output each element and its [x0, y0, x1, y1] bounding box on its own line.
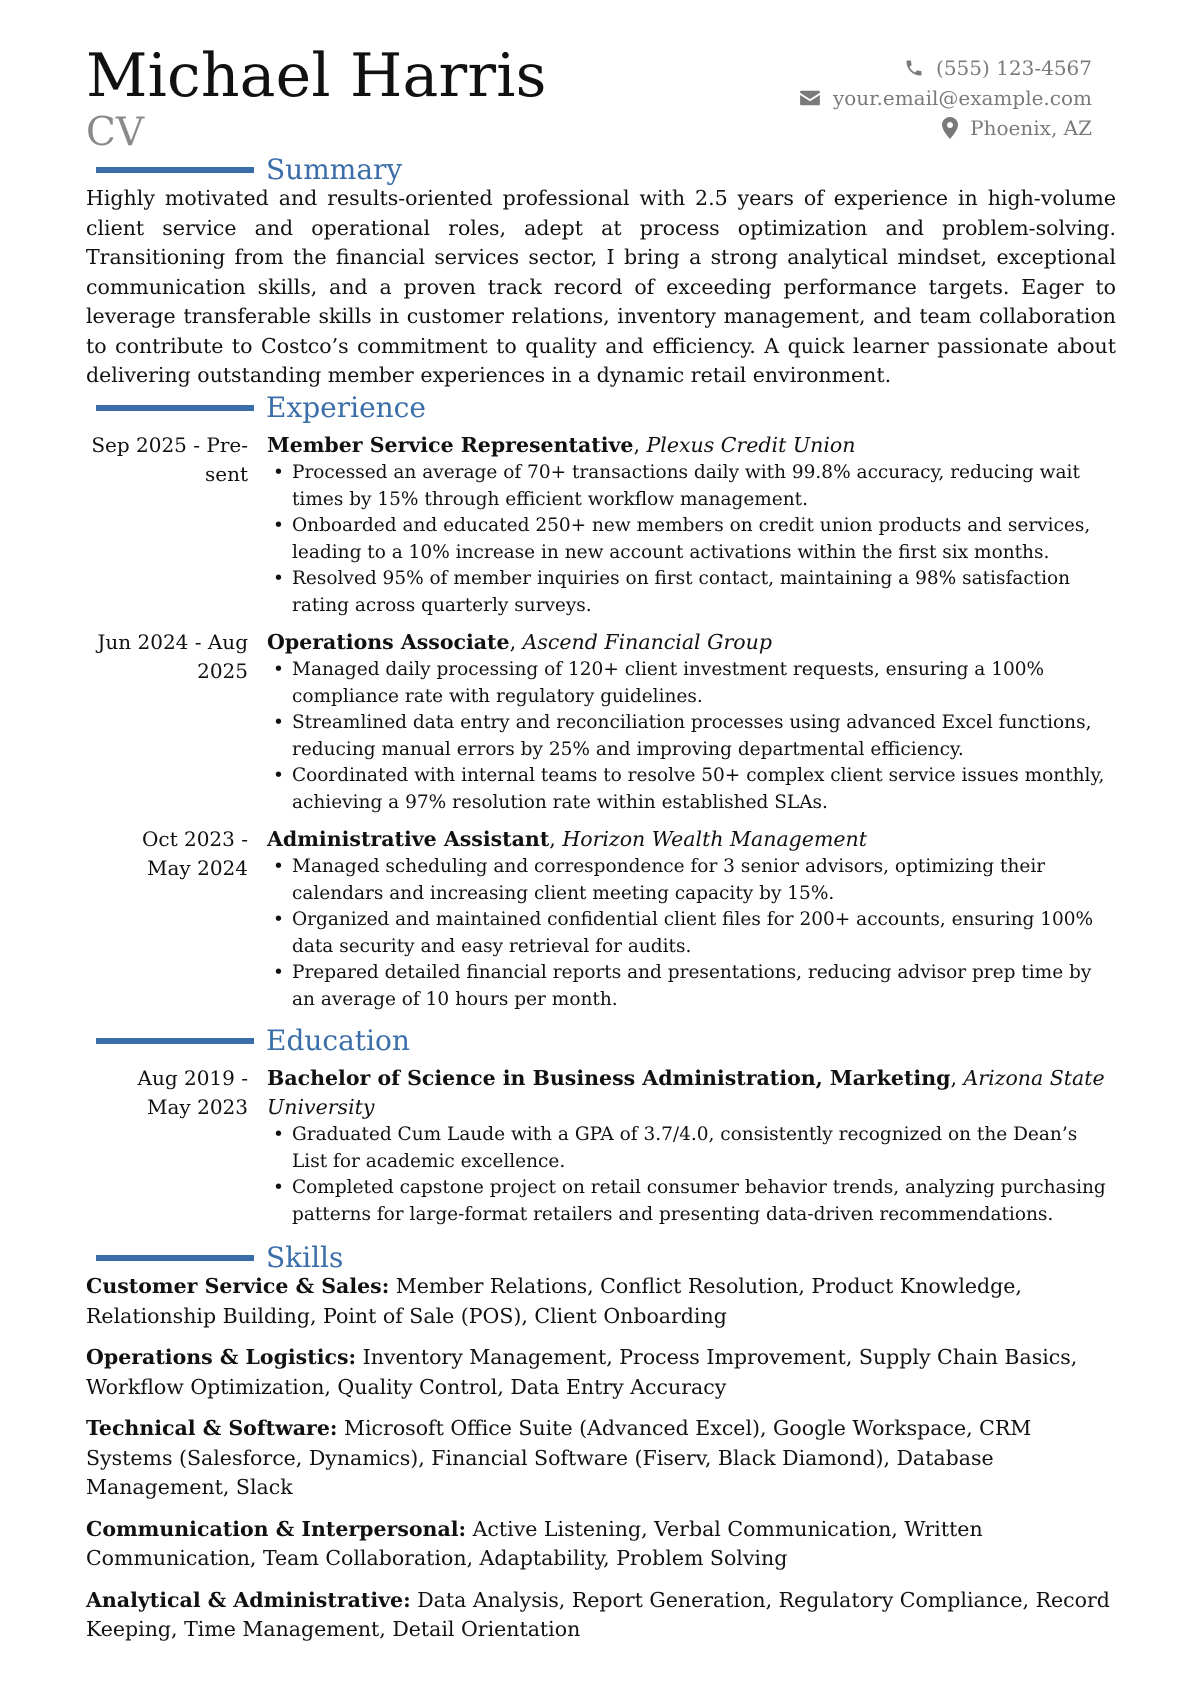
education-entry: [86, 1064, 1116, 1228]
entry-heading: Operations Associate, Ascend Financial Group: [267, 630, 772, 654]
bullet-item: • Resolved 95% of member inquiries on first contact, maintaining a 98% satisfaction rating across quarterly surveys.: [267, 566, 1116, 619]
job-title: Member Service Representative: [267, 433, 634, 457]
job-title: Operations Associate: [267, 630, 510, 654]
skill-group: [86, 1414, 1116, 1503]
skill-category: Technical & Software:: [86, 1416, 338, 1440]
skill-items: Data Analysis, Report Generation, Regulatory Compliance, Record Keeping, Time Management, Detail Orientation: [86, 1587, 1110, 1641]
section-title: Skills: [266, 1241, 344, 1274]
employer: Plexus Credit Union: [646, 433, 856, 457]
skill-category: Communication & Interpersonal:: [86, 1516, 467, 1541]
phone-text[interactable]: (555) 123-4567: [936, 56, 1092, 80]
bullet-item: • Processed an average of 70+ transactions daily with 99.8% accuracy, reducing wait times by 15% through efficient workflow management.: [267, 460, 1116, 513]
skill-group: [86, 1515, 1116, 1574]
date-line: Oct 2023 -: [141, 827, 248, 851]
section-accent-bar: [96, 405, 254, 411]
phone-icon: [904, 58, 924, 78]
entry-date: [86, 431, 248, 489]
employer: Ascend Financial Group: [522, 630, 772, 654]
contact-location: [799, 113, 1092, 143]
skill-items: Active Listening, Verbal Communication, Written Communication, Team Collaboration, Adaptability, Problem Solving: [86, 1516, 983, 1570]
email-link[interactable]: your.email@example.com: [832, 86, 1092, 110]
bullet-list: [267, 657, 1116, 816]
experience-entry: [86, 628, 1116, 816]
document-subtitle: CV: [86, 110, 145, 155]
section-title: Experience: [266, 391, 426, 424]
date-line: sent: [204, 462, 248, 486]
section-title: Summary: [266, 153, 403, 186]
section-experience-header: [96, 390, 426, 426]
contact-email: [799, 83, 1092, 113]
date-line: May 2023: [147, 1095, 248, 1119]
bullet-item: • Completed capstone project on retail consumer behavior trends, analyzing purchasing patterns for large-format retailers and presenting data-driven recommendations.: [267, 1175, 1116, 1228]
date-line: May 2024: [147, 856, 248, 880]
envelope-icon: [799, 89, 821, 107]
map-pin-icon: [942, 117, 958, 139]
date-line: Jun 2024 - Aug: [97, 630, 248, 654]
degree-title: Bachelor of Science in Business Administration, Marketing: [267, 1066, 951, 1090]
section-title: Education: [266, 1024, 410, 1057]
skill-group: [86, 1586, 1116, 1645]
entry-heading: Member Service Representative, Plexus Credit Union: [267, 433, 856, 457]
contact-block: [799, 53, 1092, 143]
skill-items: Inventory Management, Process Improvement, Supply Chain Basics, Workflow Optimization, Quality Control, Data Entry Accuracy: [86, 1345, 1078, 1399]
skill-category: Operations & Logistics:: [86, 1345, 357, 1369]
job-title: Administrative Assistant: [267, 827, 550, 851]
skill-group: [86, 1343, 1116, 1402]
skill-category: Customer Service & Sales:: [86, 1274, 390, 1298]
entry-date: [86, 825, 248, 883]
candidate-name: Michael Harris: [86, 41, 547, 111]
bullet-list: [267, 854, 1116, 1013]
experience-entry: [86, 825, 1116, 1013]
entry-heading: Administrative Assistant, Horizon Wealth Management: [267, 827, 867, 851]
section-accent-bar: [96, 1038, 254, 1044]
bullet-item: • Coordinated with internal teams to resolve 50+ complex client service issues monthly, achieving a 97% resolution rate within established SLAs.: [267, 763, 1116, 816]
bullet-item: • Onboarded and educated 250+ new members on credit union products and services, leading to a 10% increase in new account activations within the first six months.: [267, 513, 1116, 566]
experience-entry: [86, 431, 1116, 619]
bullet-item: • Prepared detailed financial reports and presentations, reducing advisor prep time by an average of 10 hours per month.: [267, 960, 1116, 1013]
date-line: 2025: [197, 659, 248, 683]
section-education-header: [96, 1023, 410, 1059]
date-line: Sep 2025 - Pre-: [91, 433, 248, 457]
entry-heading: Bachelor of Science in Business Administration, Marketing, Arizona State University: [267, 1066, 1105, 1119]
location-text: Phoenix, AZ: [970, 116, 1092, 140]
date-line: Aug 2019 -: [137, 1066, 248, 1090]
skills-list: [86, 1272, 1116, 1657]
section-skills-header: [96, 1240, 343, 1276]
skill-group: [86, 1272, 1116, 1331]
entry-date: [86, 628, 248, 686]
contact-phone: [799, 53, 1092, 83]
section-accent-bar: [96, 1255, 254, 1261]
section-summary-header: [96, 152, 402, 188]
bullet-item: • Managed daily processing of 120+ client investment requests, ensuring a 100% compliance rate with regulatory guidelines.: [267, 657, 1116, 710]
entry-date: [86, 1064, 248, 1122]
summary-paragraph: Highly motivated and results-oriented professional with 2.5 years of experience in high-volume client service and operational roles, adept at process optimization and problem-solving. Transitioning from the financial services sector, I bring a strong analytical mindset, exceptional communication skills, and a proven track record of exceeding performance targets. Eager to leverage transferable skills in customer relations, inventory management, and team collaboration to contribute to Costco’s commitment to quality and efficiency. A quick learner passionate about delivering outstanding member experiences in a dynamic retail environment.: [86, 186, 1116, 387]
skill-items: Member Relations, Conflict Resolution, Product Knowledge, Relationship Building, Point of Sale (POS), Client Onboarding: [86, 1274, 1022, 1328]
bullet-item: • Organized and maintained confidential client files for 200+ accounts, ensuring 100% data security and easy retrieval for audits.: [267, 907, 1116, 960]
skill-category: Analytical & Administrative:: [86, 1587, 411, 1612]
bullet-item: • Managed scheduling and correspondence for 3 senior advisors, optimizing their calendars and increasing client meeting capacity by 15%.: [267, 854, 1116, 907]
section-accent-bar: [96, 167, 254, 173]
skill-items: Microsoft Office Suite (Advanced Excel), Google Workspace, CRM Systems (Salesforce, Dynamics), Financial Software (Fiserv, Black Diamond), Database Management, Slack: [86, 1416, 1032, 1499]
institution: Arizona State University: [267, 1066, 1105, 1119]
bullet-item: • Graduated Cum Laude with a GPA of 3.7/4.0, consistently recognized on the Dean’s List for academic excellence.: [267, 1122, 1116, 1175]
bullet-list: [267, 1122, 1116, 1228]
employer: Horizon Wealth Management: [562, 827, 867, 851]
bullet-list: [267, 460, 1116, 619]
bullet-item: • Streamlined data entry and reconciliation processes using advanced Excel functions, reducing manual errors by 25% and improving departmental efficiency.: [267, 710, 1116, 763]
